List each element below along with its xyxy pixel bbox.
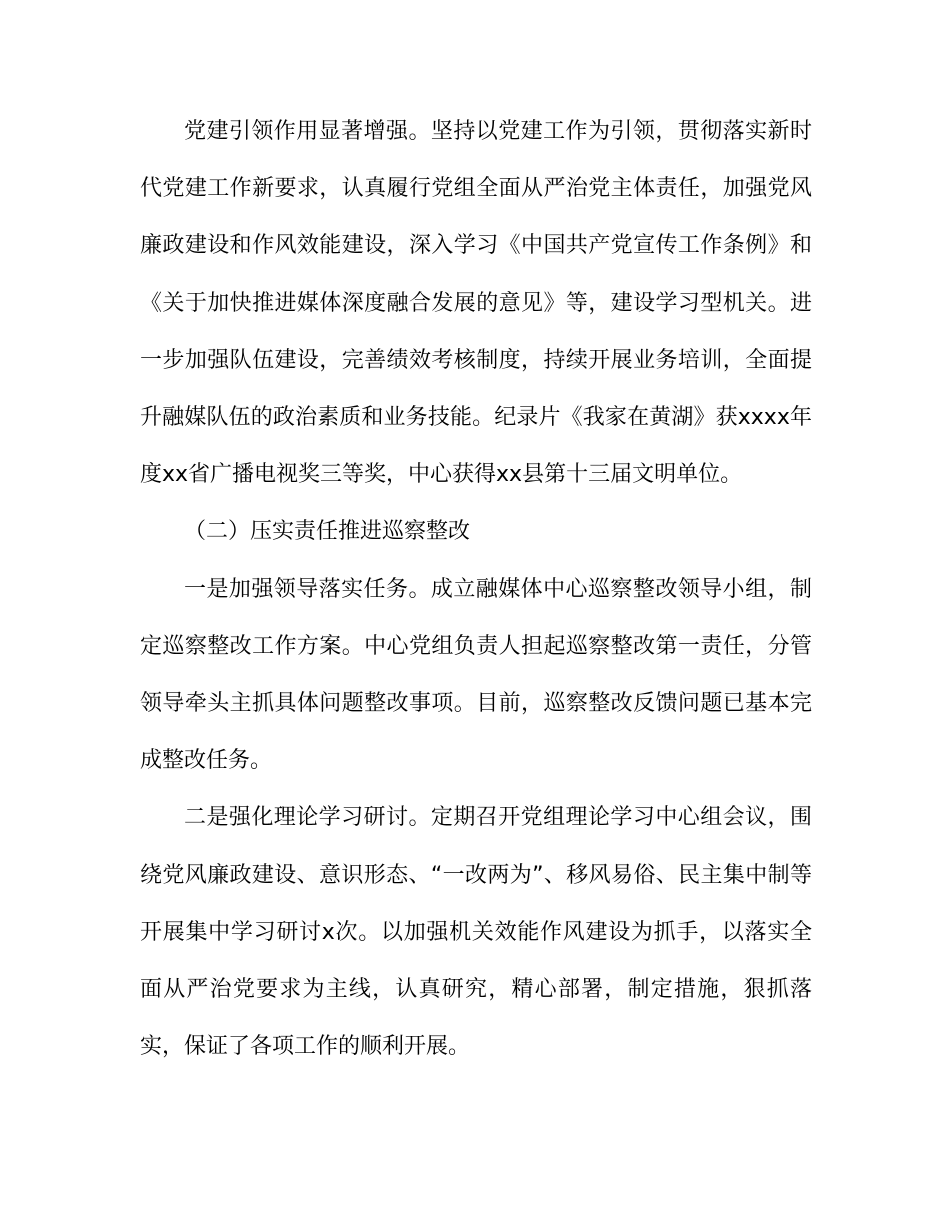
section-heading-inspection-rectification: （二）压实责任推进巡察整改: [184, 519, 471, 545]
document-body: [140, 103, 812, 1075]
paragraph-theory-study: 二是强化理论学习研讨。定期召开党组理论学习中心组会议，围绕党风廉政建设、意识形态、“一改两为”、移风易俗、民主集中制等开展集中学习研讨x次。以加强机关效能作风建设为抓手，以落实全面从严治党要求为主线，认真研究，精心部署，制定措施，狠抓落实，保证了各项工作的顺利开展。: [140, 805, 812, 1060]
paragraph-party-building: 党建引领作用显著增强。坚持以党建工作为引领，贯彻落实新时代党建工作新要求，认真履行党组全面从严治党主体责任，加强党风廉政建设和作风效能建设，深入学习《中国共产党宣传工作条例》和《关于加快推进媒体深度融合发展的意见》等，建设学习型机关。进一步加强队伍建设，完善绩效考核制度，持续开展业务培训，全面提升融媒队伍的政治素质和业务技能。纪录片《我家在黄湖》获xxxx年度xx省广播电视奖三等奖，中心获得xx县第十三届文明单位。: [140, 119, 812, 488]
paragraph-leadership-tasks: 一是加强领导落实任务。成立融媒体中心巡察整改领导小组，制定巡察整改工作方案。中心党组负责人担起巡察整改第一责任，分管领导牵头主抓具体问题整改事项。目前，巡察整改反馈问题已基本完成整改任务。: [140, 576, 812, 774]
